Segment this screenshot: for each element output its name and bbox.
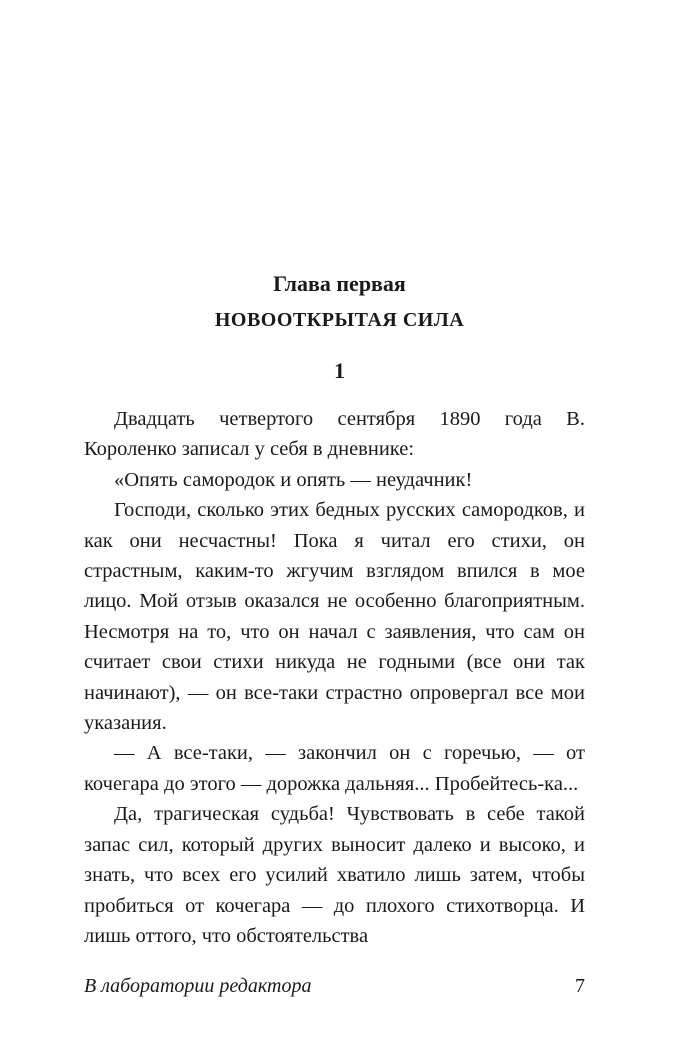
paragraph: — А все-таки, — закончил он с горечью, — от кочегара до этого — дорожка дальняя... Пробейтесь-ка... bbox=[84, 742, 585, 795]
chapter-heading bbox=[0, 268, 679, 387]
body-text bbox=[84, 404, 585, 951]
paragraph: Господи, сколько этих бедных русских самородков, и как они несчастны! Пока я читал его стихи, он страстным, каким-то жгучим взглядом впился в мое лицо. Мой отзыв оказался не особенно благоприятным. Несмотря на то, что он начал с заявления, что сам он считает свои стихи никуда не годными (все они так начинают), — он все-таки страстно опровергал все мои указания. bbox=[84, 499, 585, 735]
paragraph: Двадцать четвертого сентября 1890 года В. Короленко записал у себя в дневнике: bbox=[84, 408, 585, 461]
chapter-subtitle: НОВООТКРЫТАЯ СИЛА bbox=[214, 309, 465, 331]
page-number: 7 bbox=[575, 975, 585, 997]
paragraph: «Опять самородок и опять — неудачник! bbox=[114, 468, 473, 491]
chapter-title: Глава первая bbox=[273, 271, 406, 296]
running-title: В лаборатории редактора bbox=[84, 975, 312, 997]
section-number: 1 bbox=[334, 358, 345, 383]
paragraph: Да, трагическая судьба! Чувствовать в себе такой запас сил, который других выносит далеко и высоко, и знать, что всех его усилий хватило лишь затем, чтобы пробиться от кочегара — до плохого стихотворца. И лишь оттого, что обстоятельства bbox=[84, 803, 585, 947]
